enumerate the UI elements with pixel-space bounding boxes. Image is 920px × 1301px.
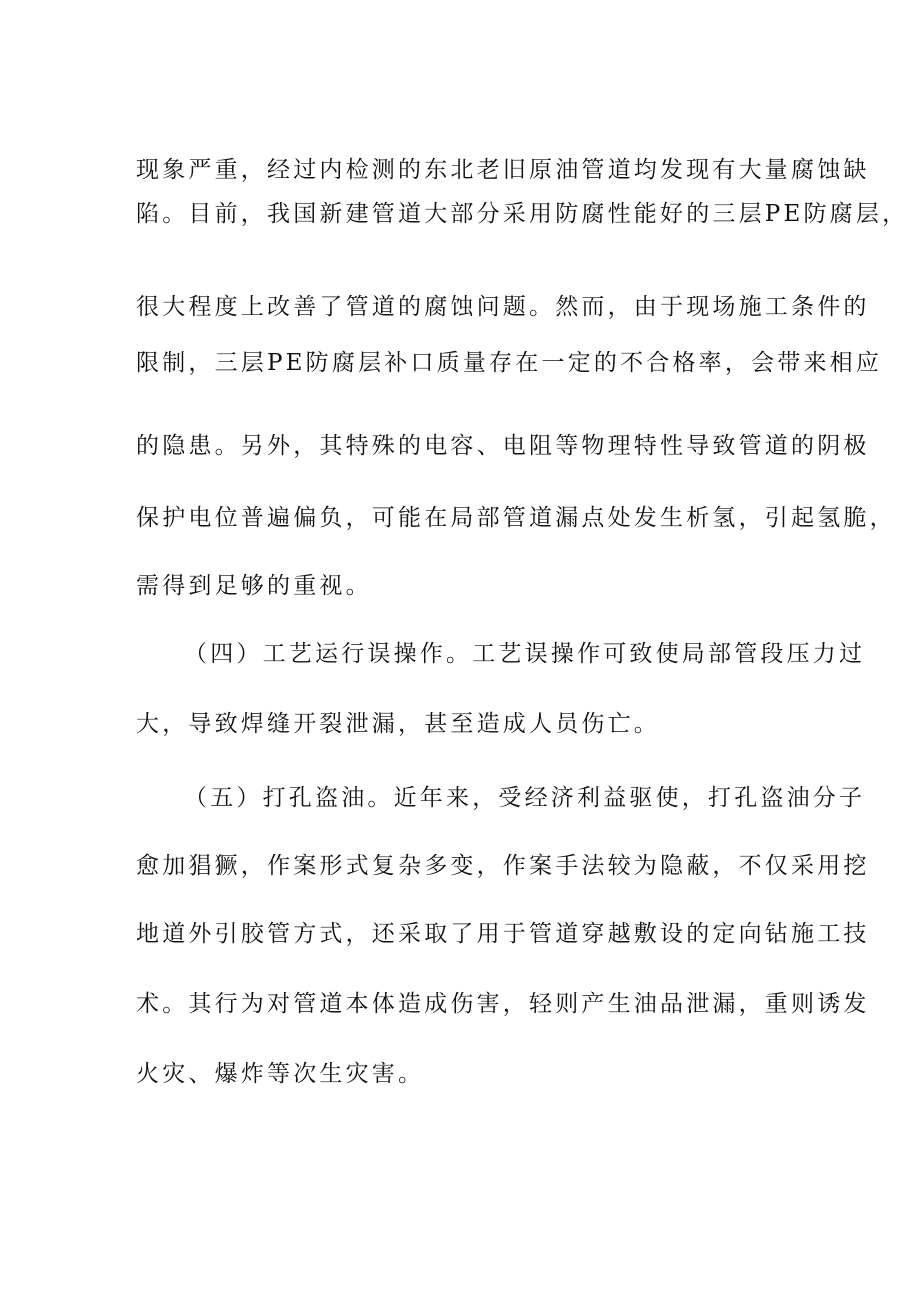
text-line-14: 火灾、爆炸等次生灾害。 — [136, 1061, 425, 1087]
text-line-10: （五）打孔盗油。近年来，受经济利益驱使，打孔盗油分子 — [184, 785, 866, 811]
text-line-4: 限制，三层PE防腐层补口质量存在一定的不合格率，会带来相应 — [136, 350, 883, 376]
text-line-2: 陷。目前，我国新建管道大部分采用防腐性能好的三层PE防腐层， — [136, 201, 909, 227]
text-line-12: 地道外引胶管方式，还采取了用于管道穿越敷设的定向钻施工技 — [136, 921, 870, 947]
text-line-7: 需得到足够的重视。 — [136, 573, 372, 599]
text-line-5: 的隐患。另外，其特殊的电容、电阻等物理特性导致管道的阴极 — [136, 433, 870, 459]
text-line-1: 现象严重，经过内检测的东北老旧原油管道均发现有大量腐蚀缺 — [136, 157, 870, 183]
text-line-11: 愈加猖獗，作案形式复杂多变，作案手法较为隐蔽，不仅采用挖 — [136, 853, 870, 879]
text-line-13: 术。其行为对管道本体造成伤害，轻则产生油品泄漏，重则诱发 — [136, 991, 870, 1017]
text-line-8: （四）工艺运行误操作。工艺误操作可致使局部管段压力过 — [184, 641, 866, 667]
text-line-3: 很大程度上改善了管道的腐蚀问题。然而，由于现场施工条件的 — [136, 294, 870, 320]
text-line-6: 保护电位普遍偏负，可能在局部管道漏点处发生析氢，引起氢脆， — [136, 505, 896, 531]
text-line-9: 大，导致焊缝开裂泄漏，甚至造成人员伤亡。 — [136, 711, 660, 737]
